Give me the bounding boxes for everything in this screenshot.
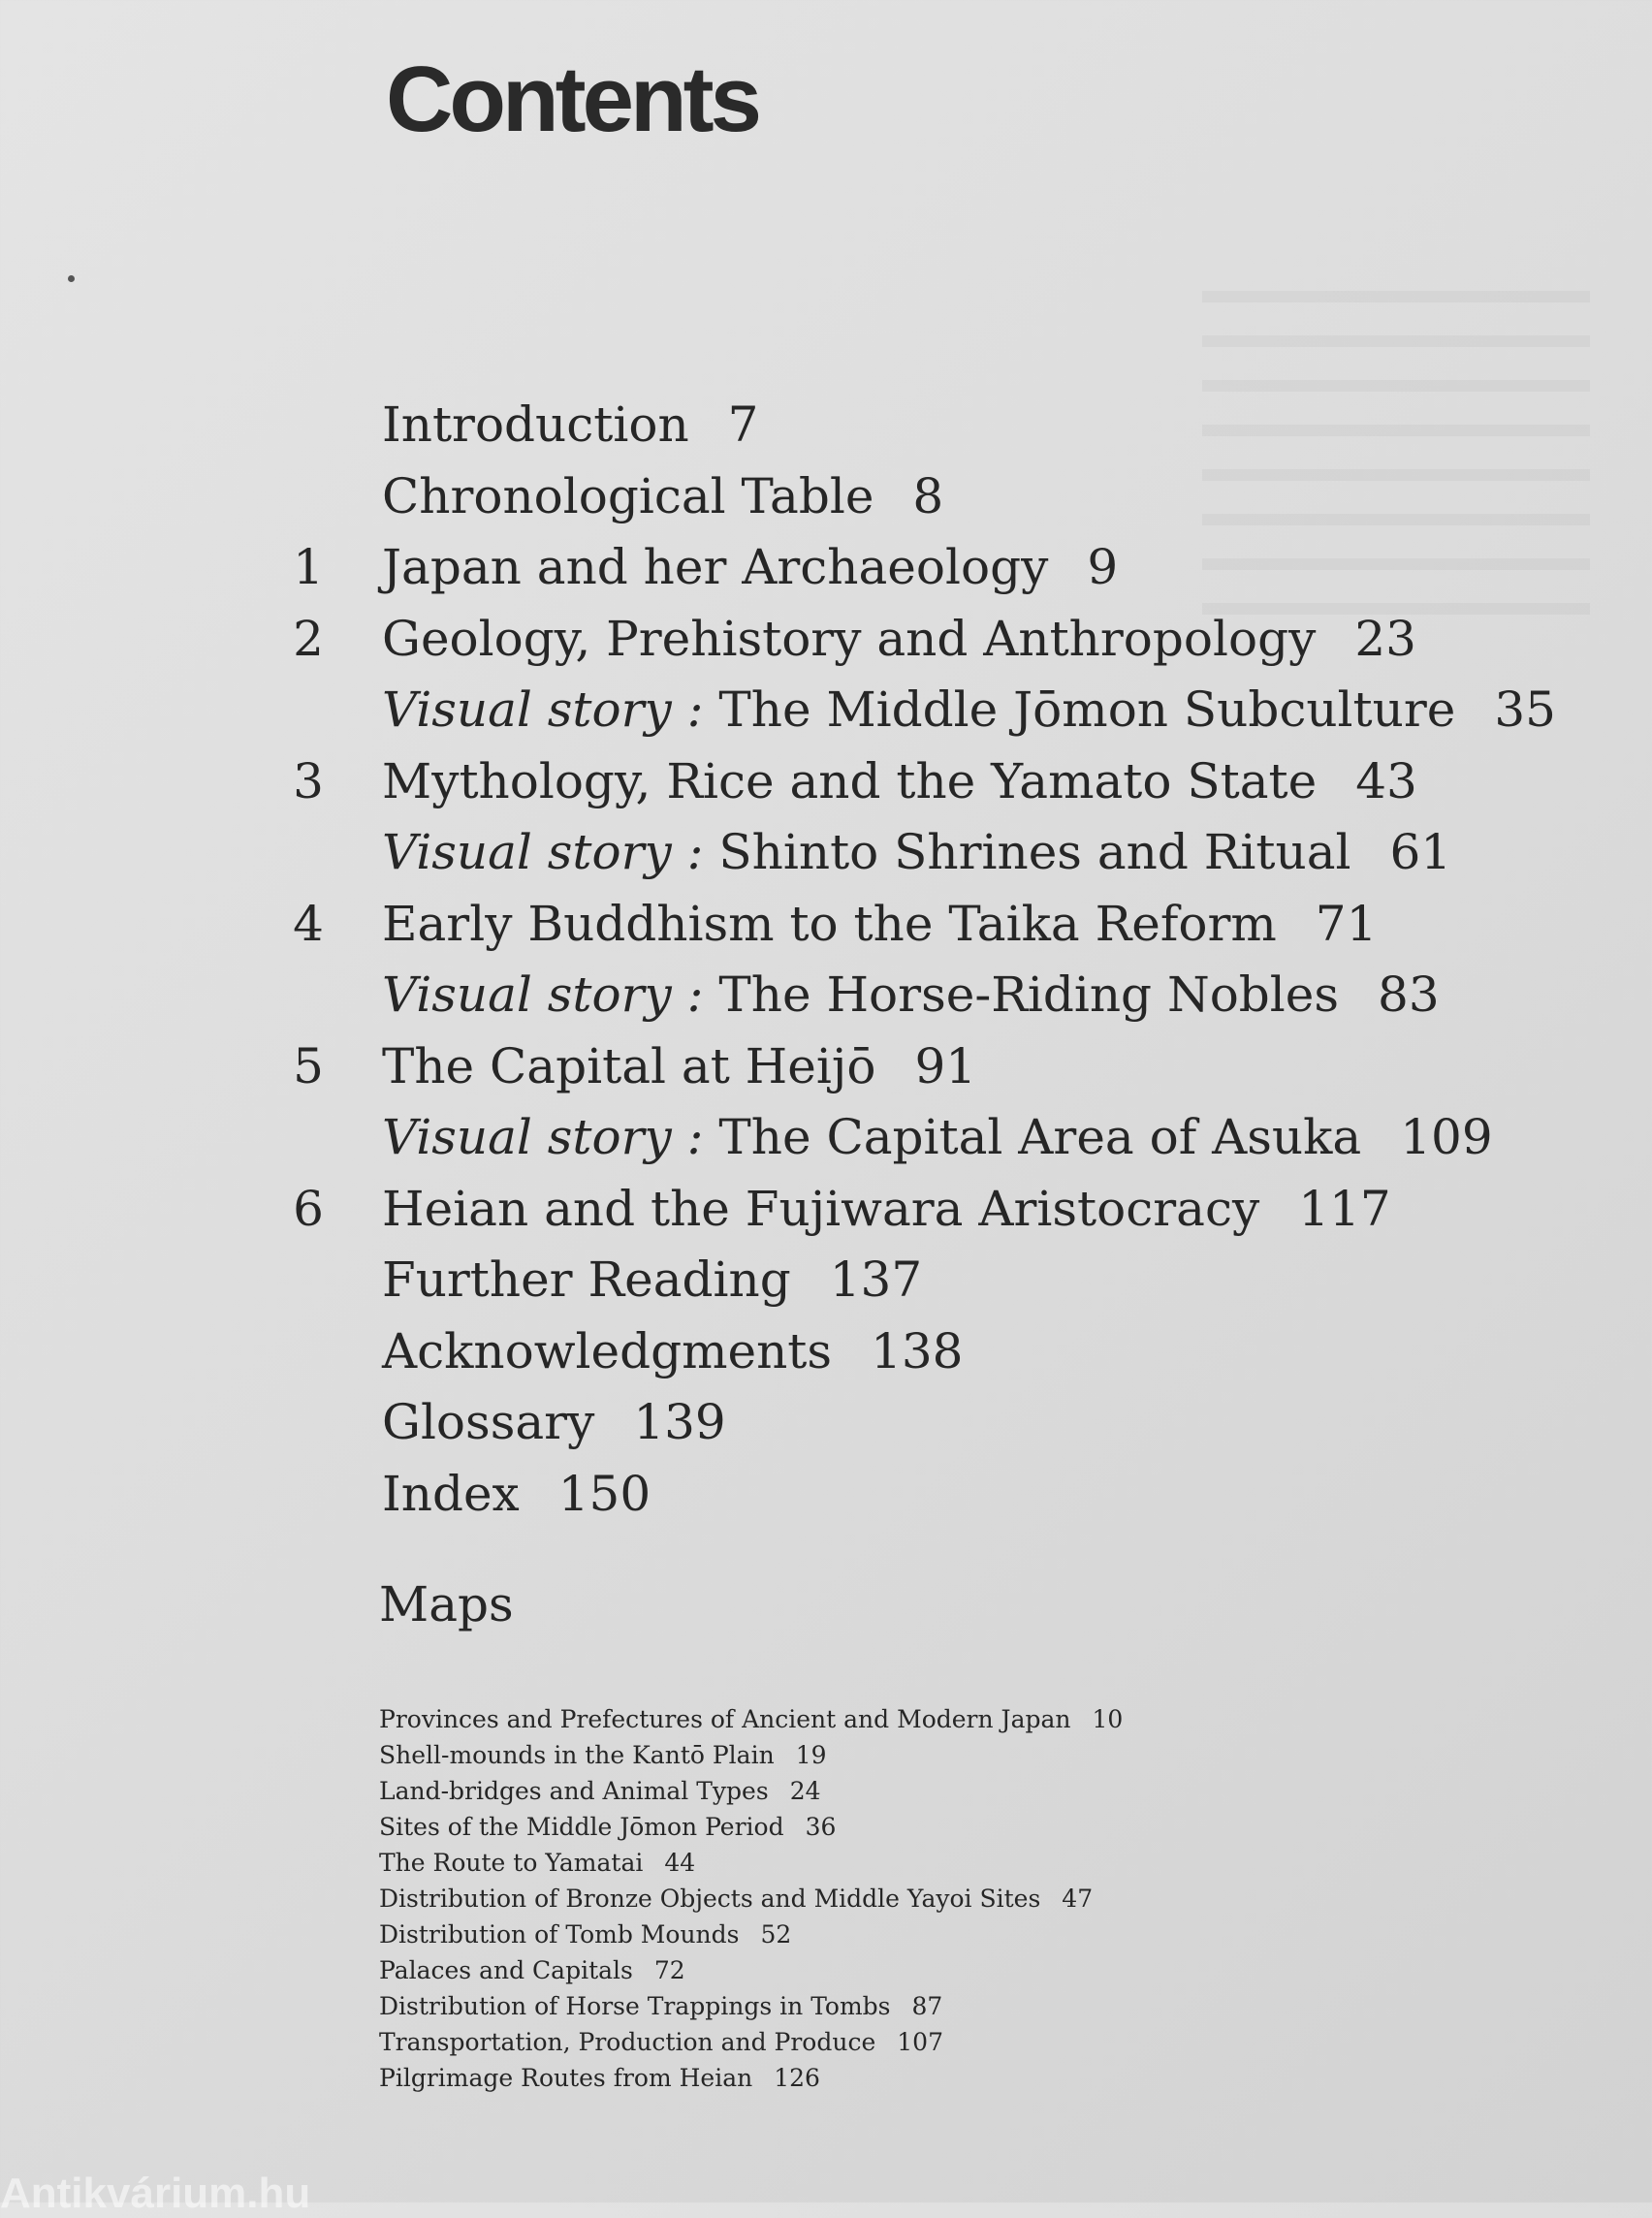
entry-prefix: Visual story : [382,824,719,880]
entry-page-number: 117 [1298,1180,1391,1237]
entry-page-number: 61 [1389,824,1452,880]
map-title: Distribution of Bronze Objects and Middle Yayoi Sites [379,1885,1041,1913]
map-page-number: 36 [805,1813,837,1841]
toc-entry [0,1031,1652,1103]
entry-page-number: 139 [633,1394,726,1450]
contents-list [0,390,1652,1530]
entry-title: Mythology, Rice and the Yamato State [382,752,1318,809]
entry-title: The Horse-Riding Nobles [718,966,1340,1023]
map-page-number: 24 [789,1777,821,1805]
entry-prefix: Visual story : [382,966,719,1023]
ink-speck [68,275,75,282]
map-entry [379,1773,1542,1809]
map-title: Transportation, Production and Produce [379,2028,876,2056]
map-entry [379,2024,1542,2060]
map-page-number: 47 [1062,1885,1094,1913]
entry-prefix: Visual story : [382,1109,719,1165]
entry-title: The Capital at Heijō [382,1037,876,1094]
toc-entry [0,746,1652,818]
map-title: The Route to Yamatai [379,1849,644,1877]
chapter-number: 4 [293,895,324,952]
map-entry [379,1737,1542,1773]
maps-list [379,1701,1542,2096]
map-title: Distribution of Tomb Mounds [379,1920,740,1949]
entry-title: Early Buddhism to the Taika Reform [382,895,1277,952]
map-title: Provinces and Prefectures of Ancient and Modern Japan [379,1705,1071,1733]
chapter-number: 5 [293,1037,324,1094]
map-title: Palaces and Capitals [379,1956,633,1984]
entry-prefix: Visual story : [382,681,719,738]
chapter-number: 1 [293,539,324,595]
maps-heading: Maps [379,1576,514,1632]
map-entry [379,1881,1542,1917]
map-entry [379,1952,1542,1988]
toc-entry [0,1245,1652,1316]
entry-title: Acknowledgments [382,1322,833,1379]
entry-page-number: 35 [1494,681,1556,738]
entry-title: Further Reading [382,1252,791,1308]
map-page-number: 10 [1092,1705,1124,1733]
entry-title: The Capital Area of Asuka [718,1109,1362,1165]
map-entry [379,1988,1542,2024]
entry-page-number: 8 [912,467,944,524]
map-title: Land-bridges and Animal Types [379,1777,769,1805]
entry-page-number: 137 [829,1252,923,1308]
toc-entry [0,1174,1652,1246]
entry-title: Heian and the Fujiwara Aristocracy [382,1180,1260,1237]
toc-entry [0,532,1652,604]
toc-entry [0,604,1652,676]
entry-title: Geology, Prehistory and Anthropology [382,610,1317,667]
map-title: Distribution of Horse Trappings in Tombs [379,1992,891,2020]
map-page-number: 107 [897,2028,943,2056]
map-entry [379,1701,1542,1737]
entry-title: Shinto Shrines and Ritual [718,824,1351,880]
map-page-number: 87 [911,1992,943,2020]
toc-entry [0,889,1652,961]
map-page-number: 52 [760,1920,792,1949]
toc-entry [0,461,1652,533]
entry-page-number: 23 [1354,610,1416,667]
map-entry [379,1845,1542,1881]
map-title: Sites of the Middle Jōmon Period [379,1813,784,1841]
toc-entry [0,390,1652,461]
watermark: Antikvárium.hu [0,2170,311,2217]
entry-page-number: 83 [1378,966,1440,1023]
map-page-number: 19 [795,1741,827,1769]
entry-title: Introduction [382,396,689,453]
chapter-number: 6 [293,1180,324,1237]
page-title: Contents [386,48,758,151]
map-entry [379,2060,1542,2096]
entry-page-number: 150 [557,1465,651,1522]
entry-page-number: 109 [1400,1109,1493,1165]
toc-entry [0,675,1652,746]
map-title: Pilgrimage Routes from Heian [379,2064,753,2092]
chapter-number: 3 [293,752,324,809]
map-entry [379,1809,1542,1845]
toc-entry [0,1459,1652,1531]
entry-page-number: 71 [1315,895,1378,952]
entry-page-number: 9 [1087,539,1119,595]
entry-title: Chronological Table [382,467,874,524]
map-page-number: 72 [653,1956,685,1984]
chapter-number: 2 [293,610,324,667]
entry-title: The Middle Jōmon Subculture [718,681,1456,738]
map-page-number: 126 [774,2064,820,2092]
toc-entry [0,1387,1652,1459]
toc-entry [0,1316,1652,1388]
map-page-number: 44 [664,1849,696,1877]
map-entry [379,1917,1542,1952]
entry-page-number: 91 [914,1037,977,1094]
entry-title: Japan and her Archaeology [382,539,1049,595]
toc-entry [0,817,1652,889]
map-title: Shell-mounds in the Kantō Plain [379,1741,775,1769]
toc-entry [0,1102,1652,1174]
entry-title: Glossary [382,1394,595,1450]
toc-entry [0,960,1652,1031]
entry-page-number: 7 [727,396,759,453]
entry-title: Index [382,1465,520,1522]
entry-page-number: 43 [1355,752,1417,809]
entry-page-number: 138 [871,1322,964,1379]
